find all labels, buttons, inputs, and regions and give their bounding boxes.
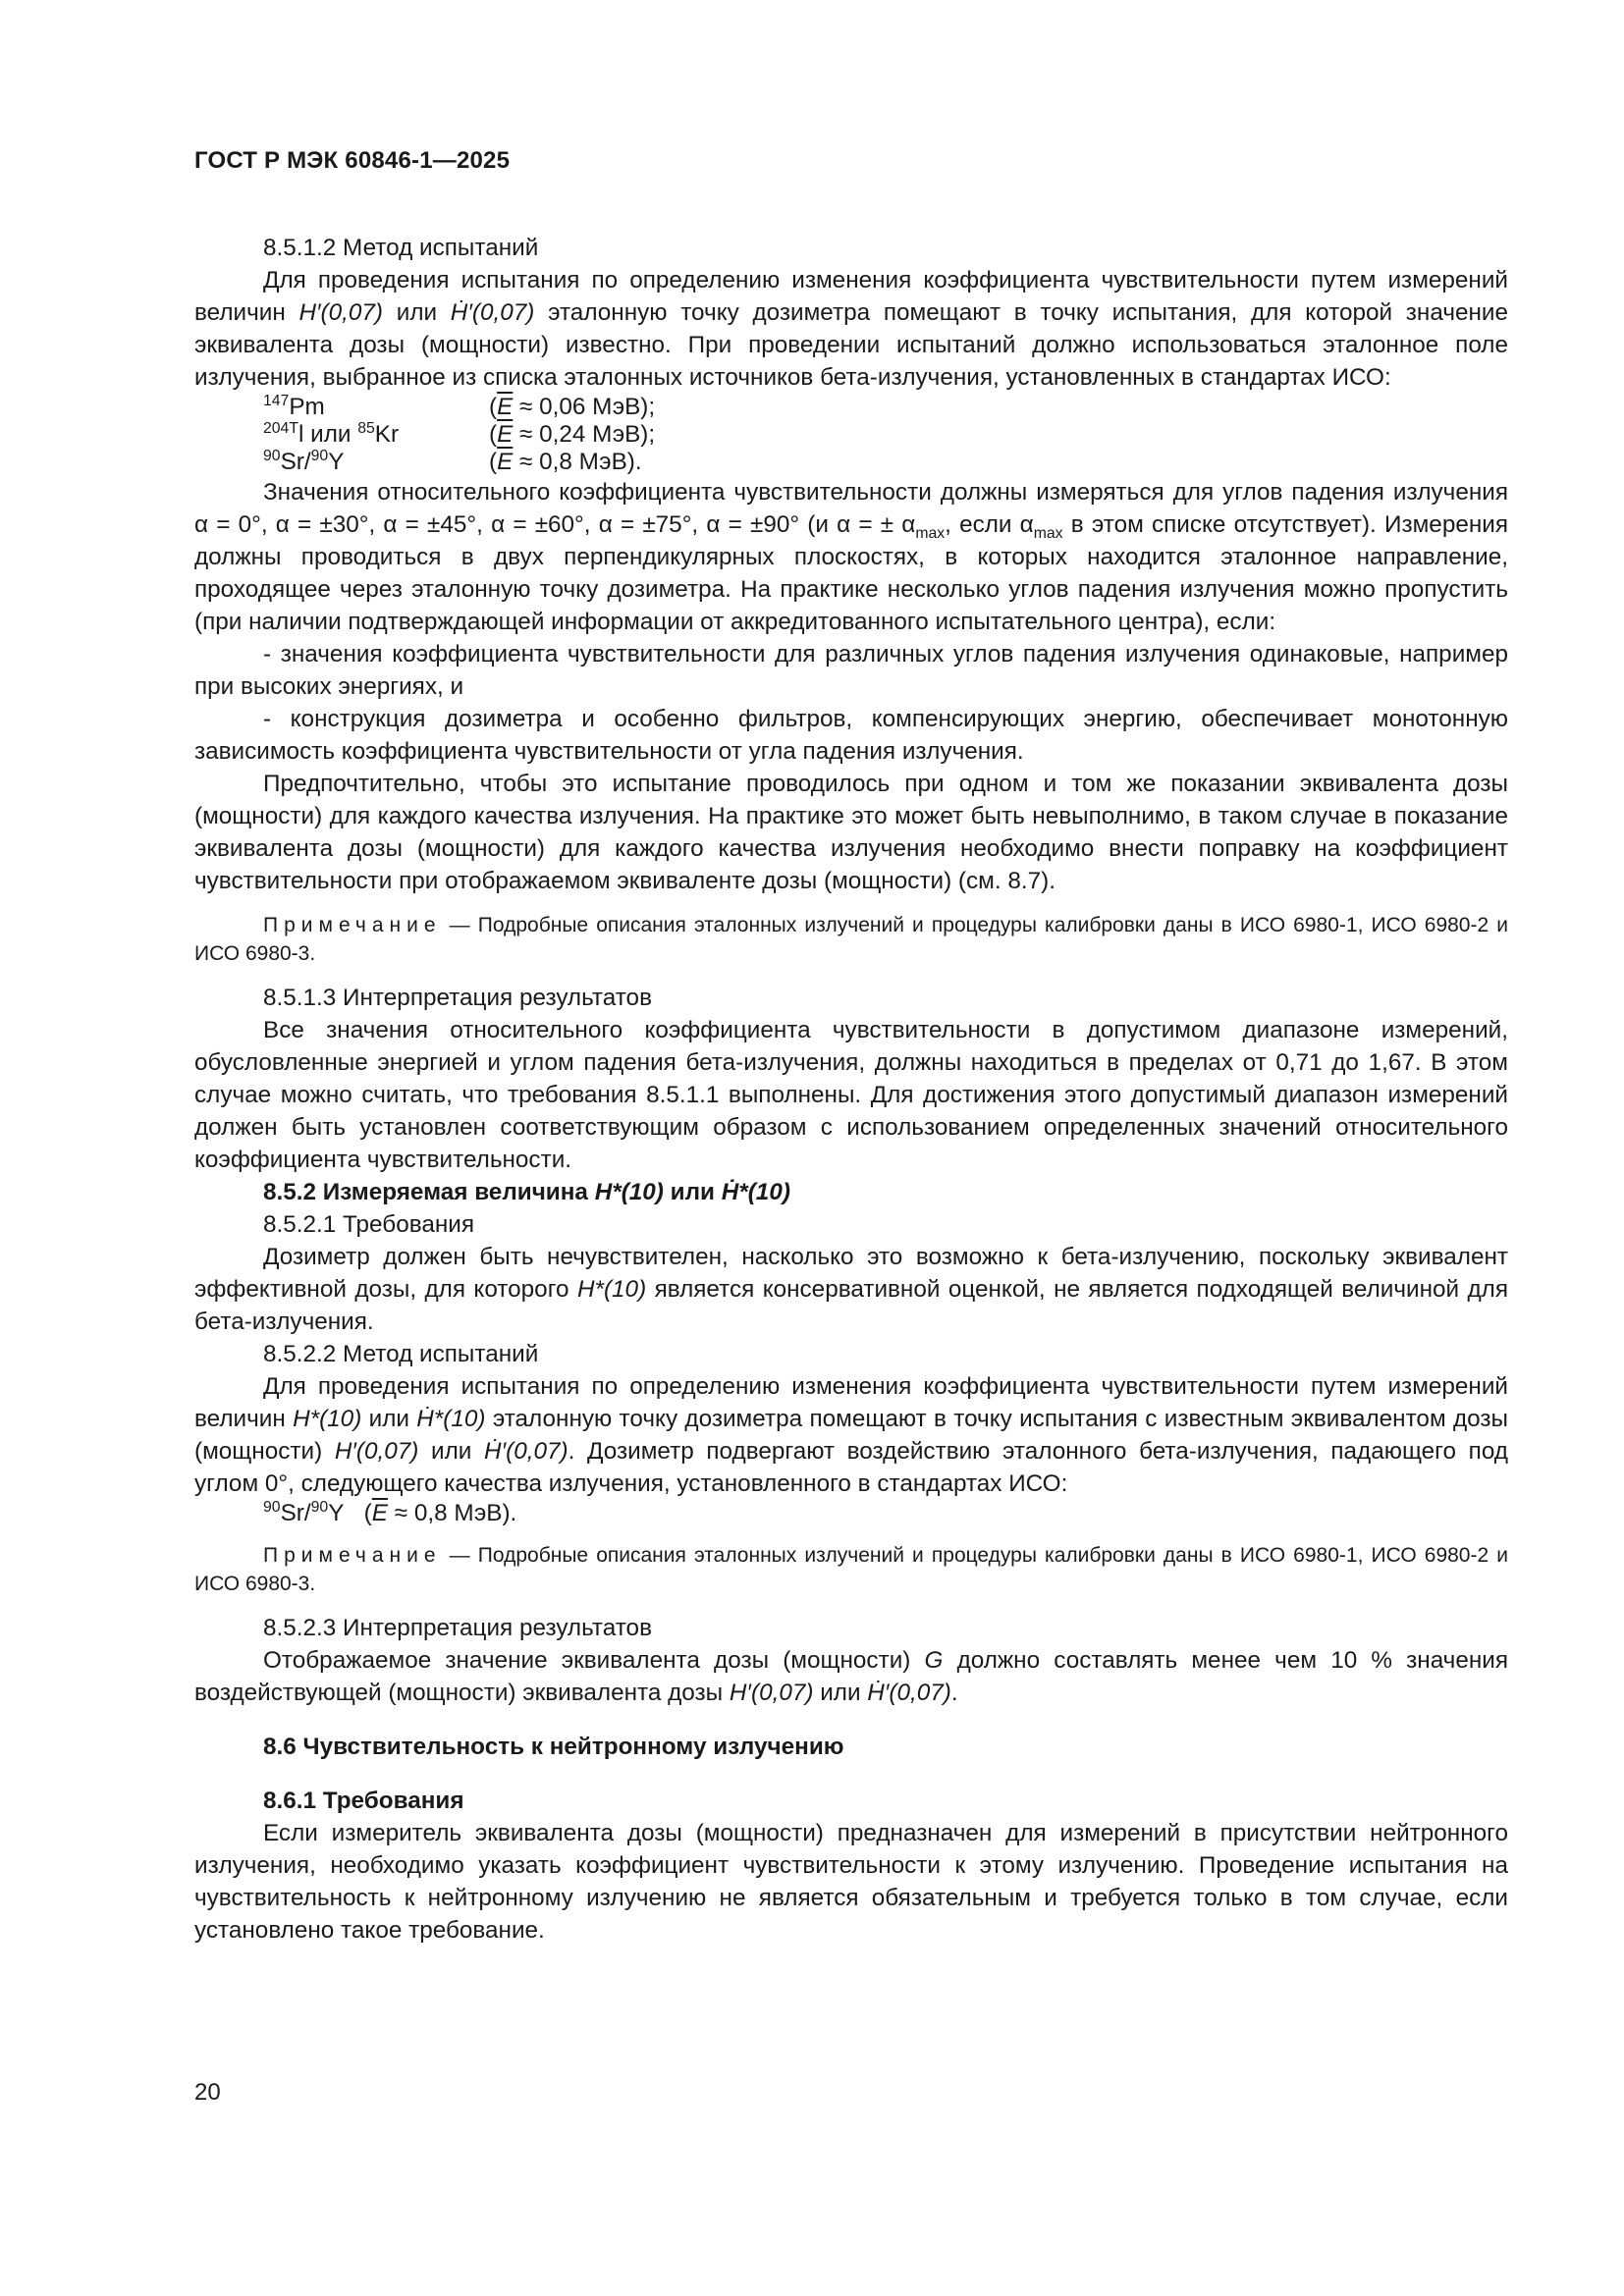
heading-8-6-1: 8.6.1 Требования <box>263 1788 464 1814</box>
paragraph-8-6-1: Если измеритель эквивалента дозы (мощности) предназначен для измерений в присутствии нейтронного излучения, необходимо указать коэффициент чувствительности к этому излучению. Проведение испытания на чувствительность к нейтронному излучению не является обязательным и требуется только в том случае, если установлено такое требование. <box>194 1820 1508 1944</box>
heading-8-5-2-3: 8.5.2.3 Интерпретация результатов <box>263 1615 652 1641</box>
page-number: 20 <box>194 2079 221 2106</box>
source-sr-y: $^{90}$Sr/$^{90}$Y ($\overline{E} \approx 0,8$ МэВ). <box>263 447 642 475</box>
note-8-5-1-2: Примечание — Подробные описания эталонных излучений и процедуры калибровки даны в ИСО 6980-1, ИСО 6980-2 и ИСО 6980-3. <box>194 914 1508 965</box>
paragraph-preference: Предпочтительно, чтобы это испытание проводилось при одном и том же показании эквивалента дозы (мощности) для каждого качества излучения. На практике это может быть невыполнимо, в таком случае в показание эквивалента дозы (мощности) для каждого качества излучения необходимо внести поправку на коэффициент чувствительности при отображаемом эквиваленте дозы (мощности) (см. 8.7). <box>194 771 1508 894</box>
paragraph-8-5-2-1: Дозиметр должен быть нечувствителен, насколько это возможно к бета-излучению, поскольку эквивалент эффективной дозы, для которого H*(10) является консервативной оценкой, не является подходящей величиной для бета-излучения. <box>194 1244 1508 1335</box>
bullet-energy: - значения коэффициента чувствительности для различных углов падения излучения одинаковые, например при высоких энергиях, и <box>194 641 1508 700</box>
paragraph-8-5-1-2-intro: Для проведения испытания по определению изменения коэффициента чувствительности путем измерений величин H′(0,07) или Ḣ′(0,07) эталонную точку дозиметра помещают в точку испытания, для которой значение эквивалента дозы (мощности) известно. При проведении испытаний должно использоваться эталонное поле излучения, выбранное из списка эталонных источников бета-излучения, установленных в стандартах ИСО: <box>194 267 1508 391</box>
heading-8-5-1-3: 8.5.1.3 Интерпретация результатов <box>263 985 652 1011</box>
paragraph-8-5-1-3: Все значения относительного коэффициента чувствительности в допустимом диапазоне измерений, обусловленные энергией и углом падения бета-излучения, должны находиться в пределах от 0,71 до 1,67. В этом случае можно считать, что требования 8.5.1.1 выполнены. Для достижения этого допустимый диапазон измерений должен быть установлен соответствующим образом с использованием определенных значений относительного коэффициента чувствительности. <box>194 1017 1508 1173</box>
source-list <box>194 394 1508 476</box>
heading-8-5-2-1: 8.5.2.1 Требования <box>263 1211 475 1238</box>
document-header: ГОСТ Р МЭК 60846-1—2025 <box>194 147 511 174</box>
paragraph-angles: Значения относительного коэффициента чувствительности должны измеряться для углов падения излучения α = 0°, α = ±30°, α = ±45°, α = ±60°, α = ±75°, α = ±90° (и α = ± $\alpha_{max}$, если $\alpha_{max}$ в этом списке отсутствует). Измерения должны проводиться в двух перпендикулярных плоскостях, в которых находится эталонное направление, проходящее через эталонную точку дозиметра. На практике несколько углов падения излучения можно пропустить (при наличии подтверждающей информации от аккредитованного испытательного центра), если: <box>194 479 1508 635</box>
bullet-construction: - конструкция дозиметра и особенно фильтров, компенсирующих энергию, обеспечивает монотонную зависимость коэффициента чувствительности от угла падения излучения. <box>194 706 1508 765</box>
paragraph-8-5-2-3: Отображаемое значение эквивалента дозы (мощности) G должно составлять менее чем 10 % значения воздействующей (мощности) эквивалента дозы H′(0,07) или Ḣ′(0,07). <box>194 1647 1508 1706</box>
heading-8-6: 8.6 Чувствительность к нейтронному излучению <box>263 1734 844 1760</box>
note-8-5-2-2: Примечание — Подробные описания эталонных излучений и процедуры калибровки даны в ИСО 6980-1, ИСО 6980-2 и ИСО 6980-3. <box>194 1544 1508 1595</box>
heading-8-5-1-2: 8.5.1.2 Метод испытаний <box>263 235 539 261</box>
source-pm: $^{147}$Pm ($\overline{E} \approx 0,06$ МэВ); <box>263 392 656 420</box>
source-tl-kr: $^{204T}$l или $^{85}$Kr ($\overline{E} \approx 0,24$ МэВ); <box>263 419 656 448</box>
paragraph-8-5-2-2: Для проведения испытания по определению изменения коэффициента чувствительности путем измерений величин H*(10) или Ḣ*(10) эталонную точку дозиметра помещают в точку испытания с известным эквивалентом дозы (мощности) H′(0,07) или Ḣ′(0,07). Дозиметр подвергают воздействию эталонного бета-излучения, падающего под углом 0°, следующего качества излучения, установленного в стандартах ИСО: <box>194 1373 1508 1497</box>
document-page <box>194 147 1508 1947</box>
heading-8-5-2-2: 8.5.2.2 Метод испытаний <box>263 1341 539 1367</box>
source-sr-y-2: $^{90}$Sr/$^{90}$Y ($\overline{E} \approx 0,8$ МэВ). <box>263 1498 517 1526</box>
heading-8-5-2: 8.5.2 Измеряемая величина H*(10) или Ḣ*(10) <box>263 1179 790 1205</box>
